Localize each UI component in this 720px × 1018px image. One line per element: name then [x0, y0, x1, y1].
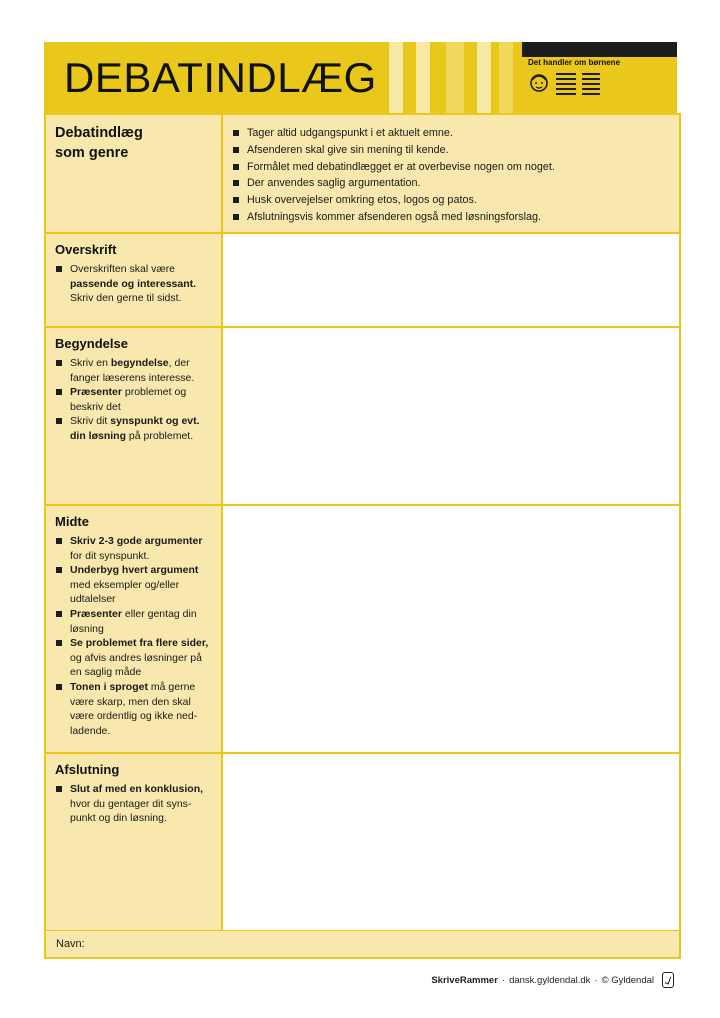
genre-row	[44, 113, 681, 234]
bullet-icon	[233, 197, 239, 203]
book-cover-band	[522, 42, 677, 57]
list-item: Slut af med en konklusion, hvor du gentager dit syns-punkt og din løsning.	[55, 782, 211, 826]
bullet-icon	[56, 611, 62, 617]
bullet-icon	[233, 130, 239, 136]
begyndelse-label-cell	[46, 328, 223, 504]
bullet-icon	[56, 389, 62, 395]
midte-row	[44, 506, 681, 754]
list-item: Skriv dit synspunkt og evt. din løsning på problemet.	[55, 414, 211, 443]
decor-stripe	[389, 42, 403, 114]
begyndelse-tips	[55, 356, 211, 444]
bullet-icon	[56, 684, 62, 690]
list-item: Tonen i sproget må gerne være skarp, men den skal være ordentlig og ikke ned-ladende.	[55, 680, 211, 738]
text-lines-decor	[582, 73, 600, 98]
text-lines-decor	[556, 73, 576, 98]
list-item: Overskriften skal være passende og interessant. Skriv den gerne til sidst.	[55, 262, 211, 306]
overskrift-label-cell	[46, 234, 223, 326]
footer	[431, 972, 674, 988]
bullet-icon	[56, 418, 62, 424]
decor-stripe	[477, 42, 491, 114]
list-item: Afsenderen skal give sin mening til kende.	[233, 142, 679, 159]
list-item: Afslutningsvis kommer afsenderen også med løsningsforslag.	[233, 209, 679, 226]
list-item: Husk overvejelser omkring etos, logos og patos.	[233, 192, 679, 209]
name-label: Navn:	[56, 938, 85, 950]
list-item: Se problemet fra flere sider, og afvis andres løsninger på en saglig måde	[55, 636, 211, 680]
afslutning-label-cell	[46, 754, 223, 930]
bullet-icon	[56, 266, 62, 272]
bullet-icon	[56, 567, 62, 573]
decor-stripe	[446, 42, 464, 114]
list-item: Præsenter problemet og beskriv det	[55, 385, 211, 414]
genre-title-line2: som genre	[55, 145, 129, 161]
genre-bullets-cell	[223, 115, 679, 232]
footer-separator: ·	[501, 974, 506, 986]
list-item: Der anvendes saglig argumentation.	[233, 175, 679, 192]
bullet-icon	[56, 786, 62, 792]
midte-writing-area[interactable]	[223, 506, 679, 752]
genre-title-line1: Debatindlæg	[55, 125, 143, 141]
name-field-row[interactable]	[44, 931, 681, 959]
section-title-afslutning: Afslutning	[55, 762, 120, 777]
bullet-icon	[233, 214, 239, 220]
midte-tips	[55, 534, 211, 738]
decor-stripe	[499, 42, 513, 114]
list-item: Skriv en begyndelse, der fanger læserens interesse.	[55, 356, 211, 385]
afslutning-writing-area[interactable]	[223, 754, 679, 930]
overskrift-writing-area[interactable]	[223, 234, 679, 326]
footer-site-link[interactable]: dansk.gyldendal.dk	[509, 974, 591, 986]
genre-title	[55, 123, 211, 163]
midte-label-cell	[46, 506, 223, 752]
overskrift-row	[44, 234, 681, 328]
afslutning-tips	[55, 782, 211, 826]
list-item: Formålet med debatindlægget er at overbevise nogen om noget.	[233, 159, 679, 176]
bullet-icon	[233, 164, 239, 170]
bullet-icon	[233, 180, 239, 186]
gyldendal-logo-icon	[662, 972, 674, 988]
section-title-midte: Midte	[55, 514, 89, 529]
list-item: Skriv 2-3 gode argumenter for dit synspunkt.	[55, 534, 211, 563]
book-cover-illustration	[522, 42, 677, 114]
bullet-icon	[233, 147, 239, 153]
list-item: Præsenter eller gentag din løsning	[55, 607, 211, 636]
overskrift-tips	[55, 262, 211, 306]
book-cover-label: Det handler om børnene	[528, 58, 621, 67]
decor-stripe	[416, 42, 430, 114]
bullet-icon	[56, 360, 62, 366]
list-item: Tager altid udgangspunkt i et aktuelt emne.	[233, 125, 679, 142]
begyndelse-writing-area[interactable]	[223, 328, 679, 504]
bullet-icon	[56, 538, 62, 544]
section-title-overskrift: Overskrift	[55, 242, 117, 257]
begyndelse-row	[44, 328, 681, 506]
genre-label-cell	[46, 115, 223, 232]
face-icon	[528, 71, 550, 95]
header-banner	[44, 42, 677, 114]
bullet-icon	[56, 640, 62, 646]
genre-bullet-list	[223, 115, 679, 226]
page-title: DEBATINDLÆG	[64, 54, 377, 101]
afslutning-row	[44, 754, 681, 932]
footer-brand: SkriveRammer	[431, 974, 498, 986]
footer-copyright: © Gyldendal	[601, 974, 654, 986]
footer-separator: ·	[594, 974, 598, 986]
section-title-begyndelse: Begyndelse	[55, 336, 128, 351]
list-item: Underbyg hvert argument med eksempler og/eller udtalelser	[55, 563, 211, 607]
